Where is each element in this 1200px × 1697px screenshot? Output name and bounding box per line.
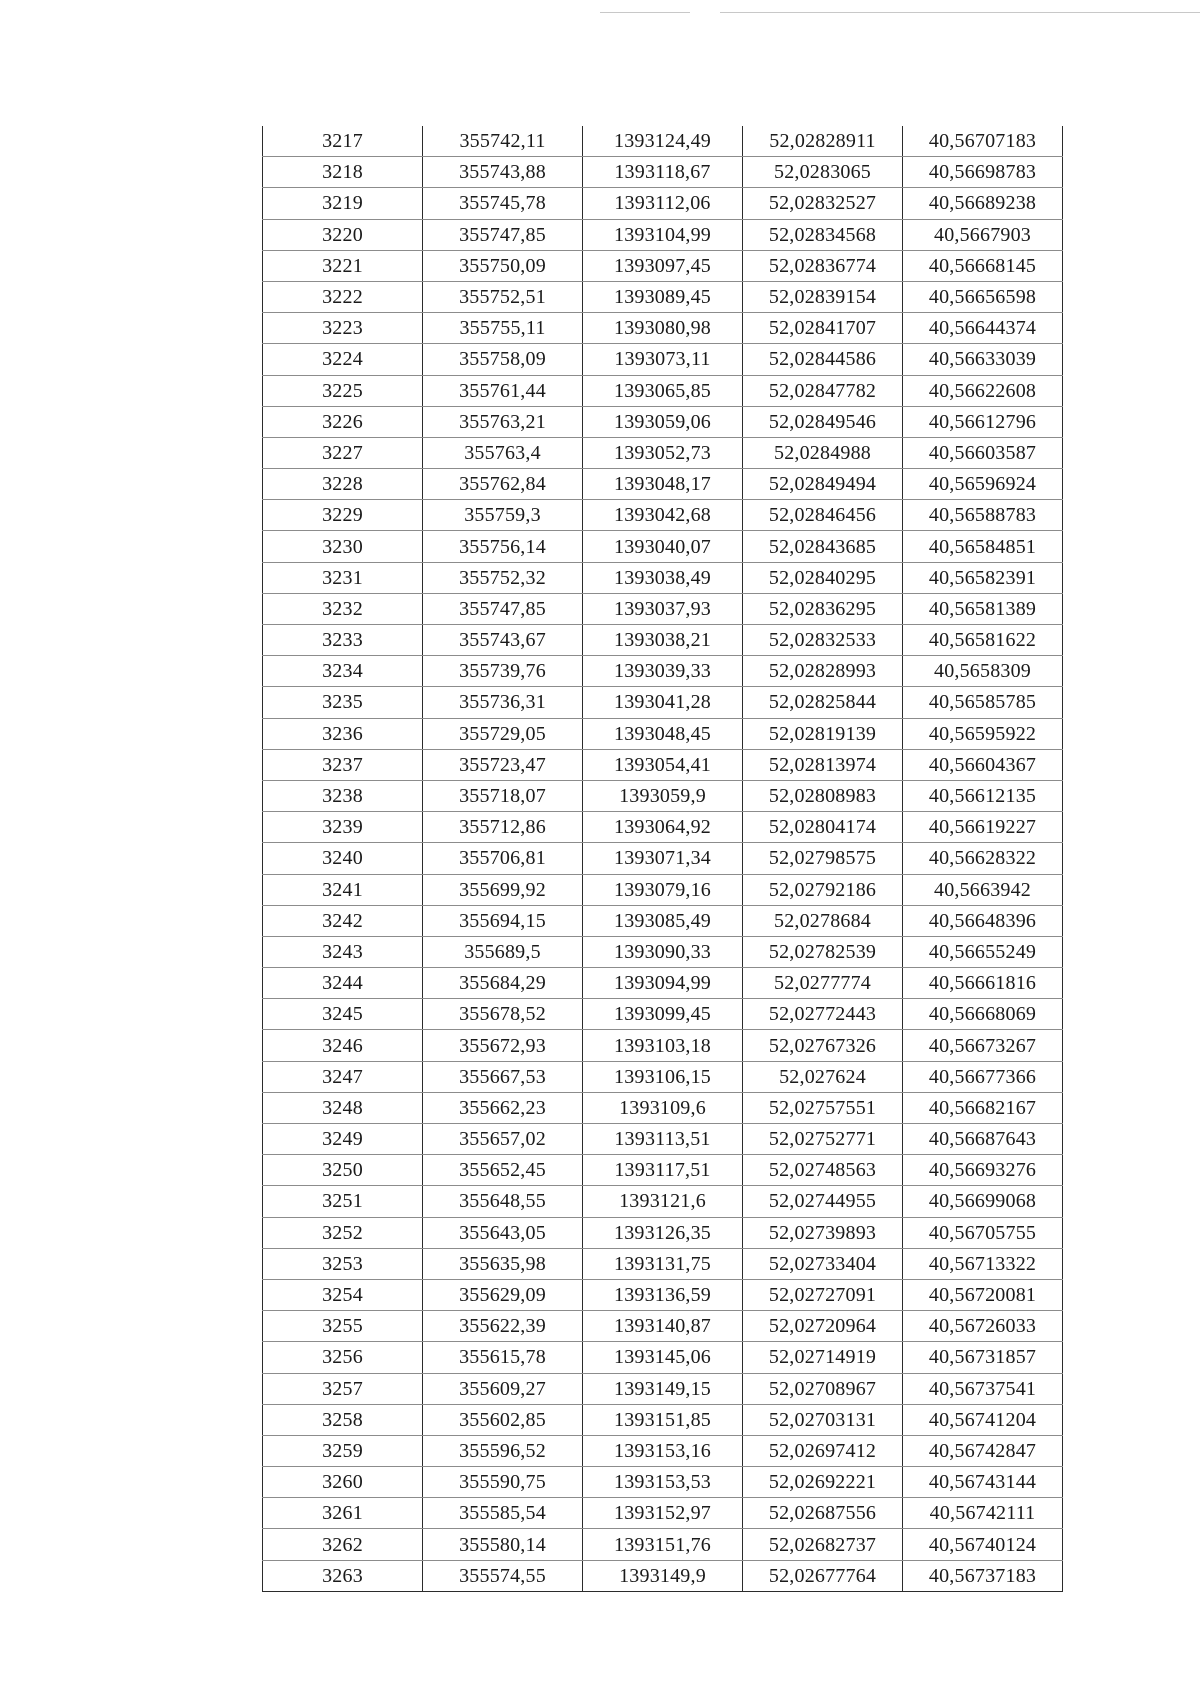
point-number-cell: 3241 bbox=[263, 874, 423, 905]
table-row bbox=[263, 1279, 1063, 1310]
point-number-cell: 3246 bbox=[263, 1030, 423, 1061]
point-number-cell: 3235 bbox=[263, 687, 423, 718]
y-coordinate-cell: 1393040,07 bbox=[583, 531, 743, 562]
point-number-cell: 3244 bbox=[263, 968, 423, 999]
table-row bbox=[263, 1155, 1063, 1186]
longitude-cell: 40,56677366 bbox=[903, 1061, 1063, 1092]
y-coordinate-cell: 1393073,11 bbox=[583, 344, 743, 375]
table-row bbox=[263, 562, 1063, 593]
point-number-cell: 3224 bbox=[263, 344, 423, 375]
point-number-cell: 3261 bbox=[263, 1498, 423, 1529]
y-coordinate-cell: 1393039,33 bbox=[583, 656, 743, 687]
table-row bbox=[263, 843, 1063, 874]
point-number-cell: 3237 bbox=[263, 749, 423, 780]
longitude-cell: 40,56603587 bbox=[903, 437, 1063, 468]
x-coordinate-cell: 355648,55 bbox=[423, 1186, 583, 1217]
table-row bbox=[263, 1061, 1063, 1092]
longitude-cell: 40,56661816 bbox=[903, 968, 1063, 999]
point-number-cell: 3252 bbox=[263, 1217, 423, 1248]
point-number-cell: 3221 bbox=[263, 250, 423, 281]
point-number-cell: 3243 bbox=[263, 936, 423, 967]
point-number-cell: 3247 bbox=[263, 1061, 423, 1092]
latitude-cell: 52,02798575 bbox=[743, 843, 903, 874]
latitude-cell: 52,02847782 bbox=[743, 375, 903, 406]
point-number-cell: 3229 bbox=[263, 500, 423, 531]
latitude-cell: 52,02739893 bbox=[743, 1217, 903, 1248]
table-row bbox=[263, 812, 1063, 843]
x-coordinate-cell: 355580,14 bbox=[423, 1529, 583, 1560]
point-number-cell: 3258 bbox=[263, 1404, 423, 1435]
latitude-cell: 52,02843685 bbox=[743, 531, 903, 562]
x-coordinate-cell: 355699,92 bbox=[423, 874, 583, 905]
point-number-cell: 3256 bbox=[263, 1342, 423, 1373]
point-number-cell: 3218 bbox=[263, 157, 423, 188]
longitude-cell: 40,56581389 bbox=[903, 593, 1063, 624]
table-row bbox=[263, 406, 1063, 437]
point-number-cell: 3248 bbox=[263, 1092, 423, 1123]
x-coordinate-cell: 355706,81 bbox=[423, 843, 583, 874]
longitude-cell: 40,56644374 bbox=[903, 313, 1063, 344]
y-coordinate-cell: 1393052,73 bbox=[583, 437, 743, 468]
latitude-cell: 52,02720964 bbox=[743, 1311, 903, 1342]
latitude-cell: 52,02687556 bbox=[743, 1498, 903, 1529]
y-coordinate-cell: 1393065,85 bbox=[583, 375, 743, 406]
latitude-cell: 52,02782539 bbox=[743, 936, 903, 967]
latitude-cell: 52,02808983 bbox=[743, 780, 903, 811]
x-coordinate-cell: 355729,05 bbox=[423, 718, 583, 749]
longitude-cell: 40,56585785 bbox=[903, 687, 1063, 718]
latitude-cell: 52,02697412 bbox=[743, 1435, 903, 1466]
point-number-cell: 3253 bbox=[263, 1248, 423, 1279]
table-row bbox=[263, 780, 1063, 811]
x-coordinate-cell: 355590,75 bbox=[423, 1467, 583, 1498]
y-coordinate-cell: 1393112,06 bbox=[583, 188, 743, 219]
x-coordinate-cell: 355752,51 bbox=[423, 281, 583, 312]
x-coordinate-cell: 355689,5 bbox=[423, 936, 583, 967]
table-row bbox=[263, 905, 1063, 936]
y-coordinate-cell: 1393126,35 bbox=[583, 1217, 743, 1248]
x-coordinate-cell: 355763,4 bbox=[423, 437, 583, 468]
latitude-cell: 52,02825844 bbox=[743, 687, 903, 718]
y-coordinate-cell: 1393152,97 bbox=[583, 1498, 743, 1529]
x-coordinate-cell: 355684,29 bbox=[423, 968, 583, 999]
x-coordinate-cell: 355742,11 bbox=[423, 126, 583, 157]
latitude-cell: 52,02828993 bbox=[743, 656, 903, 687]
latitude-cell: 52,0284988 bbox=[743, 437, 903, 468]
x-coordinate-cell: 355755,11 bbox=[423, 313, 583, 344]
x-coordinate-cell: 355622,39 bbox=[423, 1311, 583, 1342]
point-number-cell: 3227 bbox=[263, 437, 423, 468]
point-number-cell: 3233 bbox=[263, 625, 423, 656]
latitude-cell: 52,0277774 bbox=[743, 968, 903, 999]
longitude-cell: 40,56726033 bbox=[903, 1311, 1063, 1342]
latitude-cell: 52,02767326 bbox=[743, 1030, 903, 1061]
point-number-cell: 3254 bbox=[263, 1279, 423, 1310]
table-row bbox=[263, 126, 1063, 157]
latitude-cell: 52,02804174 bbox=[743, 812, 903, 843]
y-coordinate-cell: 1393124,49 bbox=[583, 126, 743, 157]
y-coordinate-cell: 1393059,9 bbox=[583, 780, 743, 811]
x-coordinate-cell: 355739,76 bbox=[423, 656, 583, 687]
y-coordinate-cell: 1393090,33 bbox=[583, 936, 743, 967]
longitude-cell: 40,56687643 bbox=[903, 1124, 1063, 1155]
table-row bbox=[263, 250, 1063, 281]
latitude-cell: 52,02757551 bbox=[743, 1092, 903, 1123]
point-number-cell: 3228 bbox=[263, 469, 423, 500]
point-number-cell: 3232 bbox=[263, 593, 423, 624]
latitude-cell: 52,02714919 bbox=[743, 1342, 903, 1373]
longitude-cell: 40,56584851 bbox=[903, 531, 1063, 562]
longitude-cell: 40,5658309 bbox=[903, 656, 1063, 687]
x-coordinate-cell: 355747,85 bbox=[423, 593, 583, 624]
x-coordinate-cell: 355761,44 bbox=[423, 375, 583, 406]
y-coordinate-cell: 1393054,41 bbox=[583, 749, 743, 780]
longitude-cell: 40,56731857 bbox=[903, 1342, 1063, 1373]
latitude-cell: 52,02677764 bbox=[743, 1560, 903, 1591]
y-coordinate-cell: 1393151,85 bbox=[583, 1404, 743, 1435]
x-coordinate-cell: 355643,05 bbox=[423, 1217, 583, 1248]
y-coordinate-cell: 1393094,99 bbox=[583, 968, 743, 999]
latitude-cell: 52,02792186 bbox=[743, 874, 903, 905]
table-row bbox=[263, 968, 1063, 999]
y-coordinate-cell: 1393149,9 bbox=[583, 1560, 743, 1591]
table-row bbox=[263, 500, 1063, 531]
table-row bbox=[263, 593, 1063, 624]
y-coordinate-cell: 1393064,92 bbox=[583, 812, 743, 843]
y-coordinate-cell: 1393131,75 bbox=[583, 1248, 743, 1279]
latitude-cell: 52,02819139 bbox=[743, 718, 903, 749]
latitude-cell: 52,02841707 bbox=[743, 313, 903, 344]
x-coordinate-cell: 355585,54 bbox=[423, 1498, 583, 1529]
table-row bbox=[263, 936, 1063, 967]
latitude-cell: 52,02752771 bbox=[743, 1124, 903, 1155]
longitude-cell: 40,56713322 bbox=[903, 1248, 1063, 1279]
point-number-cell: 3242 bbox=[263, 905, 423, 936]
longitude-cell: 40,56699068 bbox=[903, 1186, 1063, 1217]
longitude-cell: 40,56707183 bbox=[903, 126, 1063, 157]
point-number-cell: 3250 bbox=[263, 1155, 423, 1186]
y-coordinate-cell: 1393042,68 bbox=[583, 500, 743, 531]
point-number-cell: 3238 bbox=[263, 780, 423, 811]
longitude-cell: 40,56705755 bbox=[903, 1217, 1063, 1248]
longitude-cell: 40,56741204 bbox=[903, 1404, 1063, 1435]
x-coordinate-cell: 355609,27 bbox=[423, 1373, 583, 1404]
y-coordinate-cell: 1393113,51 bbox=[583, 1124, 743, 1155]
y-coordinate-cell: 1393153,16 bbox=[583, 1435, 743, 1466]
x-coordinate-cell: 355723,47 bbox=[423, 749, 583, 780]
longitude-cell: 40,56698783 bbox=[903, 157, 1063, 188]
longitude-cell: 40,56612796 bbox=[903, 406, 1063, 437]
latitude-cell: 52,02692221 bbox=[743, 1467, 903, 1498]
latitude-cell: 52,02708967 bbox=[743, 1373, 903, 1404]
x-coordinate-cell: 355657,02 bbox=[423, 1124, 583, 1155]
latitude-cell: 52,02839154 bbox=[743, 281, 903, 312]
point-number-cell: 3220 bbox=[263, 219, 423, 250]
longitude-cell: 40,56682167 bbox=[903, 1092, 1063, 1123]
x-coordinate-cell: 355743,67 bbox=[423, 625, 583, 656]
y-coordinate-cell: 1393079,16 bbox=[583, 874, 743, 905]
longitude-cell: 40,56622608 bbox=[903, 375, 1063, 406]
longitude-cell: 40,56595922 bbox=[903, 718, 1063, 749]
table-row bbox=[263, 999, 1063, 1030]
latitude-cell: 52,02682737 bbox=[743, 1529, 903, 1560]
point-number-cell: 3219 bbox=[263, 188, 423, 219]
latitude-cell: 52,02840295 bbox=[743, 562, 903, 593]
y-coordinate-cell: 1393099,45 bbox=[583, 999, 743, 1030]
point-number-cell: 3245 bbox=[263, 999, 423, 1030]
x-coordinate-cell: 355652,45 bbox=[423, 1155, 583, 1186]
coordinates-table-body bbox=[263, 126, 1063, 1591]
y-coordinate-cell: 1393059,06 bbox=[583, 406, 743, 437]
latitude-cell: 52,02849546 bbox=[743, 406, 903, 437]
y-coordinate-cell: 1393140,87 bbox=[583, 1311, 743, 1342]
table-row bbox=[263, 219, 1063, 250]
point-number-cell: 3257 bbox=[263, 1373, 423, 1404]
y-coordinate-cell: 1393118,67 bbox=[583, 157, 743, 188]
latitude-cell: 52,02846456 bbox=[743, 500, 903, 531]
y-coordinate-cell: 1393104,99 bbox=[583, 219, 743, 250]
y-coordinate-cell: 1393136,59 bbox=[583, 1279, 743, 1310]
table-row bbox=[263, 1030, 1063, 1061]
latitude-cell: 52,02744955 bbox=[743, 1186, 903, 1217]
coordinates-table bbox=[262, 126, 1063, 1592]
longitude-cell: 40,56742847 bbox=[903, 1435, 1063, 1466]
x-coordinate-cell: 355694,15 bbox=[423, 905, 583, 936]
latitude-cell: 52,02772443 bbox=[743, 999, 903, 1030]
longitude-cell: 40,56612135 bbox=[903, 780, 1063, 811]
table-row bbox=[263, 281, 1063, 312]
latitude-cell: 52,02828911 bbox=[743, 126, 903, 157]
y-coordinate-cell: 1393151,76 bbox=[583, 1529, 743, 1560]
x-coordinate-cell: 355745,78 bbox=[423, 188, 583, 219]
y-coordinate-cell: 1393048,45 bbox=[583, 718, 743, 749]
y-coordinate-cell: 1393071,34 bbox=[583, 843, 743, 874]
table-row bbox=[263, 1092, 1063, 1123]
x-coordinate-cell: 355667,53 bbox=[423, 1061, 583, 1092]
latitude-cell: 52,02832533 bbox=[743, 625, 903, 656]
longitude-cell: 40,56720081 bbox=[903, 1279, 1063, 1310]
y-coordinate-cell: 1393103,18 bbox=[583, 1030, 743, 1061]
table-row bbox=[263, 1311, 1063, 1342]
point-number-cell: 3225 bbox=[263, 375, 423, 406]
longitude-cell: 40,56655249 bbox=[903, 936, 1063, 967]
longitude-cell: 40,56668069 bbox=[903, 999, 1063, 1030]
y-coordinate-cell: 1393037,93 bbox=[583, 593, 743, 624]
latitude-cell: 52,02733404 bbox=[743, 1248, 903, 1279]
latitude-cell: 52,02813974 bbox=[743, 749, 903, 780]
point-number-cell: 3262 bbox=[263, 1529, 423, 1560]
table-row bbox=[263, 1498, 1063, 1529]
table-row bbox=[263, 469, 1063, 500]
point-number-cell: 3240 bbox=[263, 843, 423, 874]
table-row bbox=[263, 1467, 1063, 1498]
point-number-cell: 3249 bbox=[263, 1124, 423, 1155]
table-row bbox=[263, 1560, 1063, 1591]
table-row bbox=[263, 531, 1063, 562]
table-row bbox=[263, 1124, 1063, 1155]
point-number-cell: 3260 bbox=[263, 1467, 423, 1498]
x-coordinate-cell: 355678,52 bbox=[423, 999, 583, 1030]
y-coordinate-cell: 1393153,53 bbox=[583, 1467, 743, 1498]
point-number-cell: 3222 bbox=[263, 281, 423, 312]
point-number-cell: 3259 bbox=[263, 1435, 423, 1466]
x-coordinate-cell: 355662,23 bbox=[423, 1092, 583, 1123]
y-coordinate-cell: 1393106,15 bbox=[583, 1061, 743, 1092]
point-number-cell: 3226 bbox=[263, 406, 423, 437]
x-coordinate-cell: 355602,85 bbox=[423, 1404, 583, 1435]
y-coordinate-cell: 1393048,17 bbox=[583, 469, 743, 500]
point-number-cell: 3234 bbox=[263, 656, 423, 687]
latitude-cell: 52,02748563 bbox=[743, 1155, 903, 1186]
longitude-cell: 40,56737541 bbox=[903, 1373, 1063, 1404]
scan-artifact-line bbox=[720, 12, 1200, 13]
longitude-cell: 40,56633039 bbox=[903, 344, 1063, 375]
latitude-cell: 52,02849494 bbox=[743, 469, 903, 500]
table-row bbox=[263, 1529, 1063, 1560]
longitude-cell: 40,56742111 bbox=[903, 1498, 1063, 1529]
y-coordinate-cell: 1393038,49 bbox=[583, 562, 743, 593]
x-coordinate-cell: 355747,85 bbox=[423, 219, 583, 250]
table-row bbox=[263, 625, 1063, 656]
latitude-cell: 52,0278684 bbox=[743, 905, 903, 936]
table-row bbox=[263, 1373, 1063, 1404]
table-row bbox=[263, 1404, 1063, 1435]
point-number-cell: 3263 bbox=[263, 1560, 423, 1591]
x-coordinate-cell: 355759,3 bbox=[423, 500, 583, 531]
longitude-cell: 40,56743144 bbox=[903, 1467, 1063, 1498]
latitude-cell: 52,027624 bbox=[743, 1061, 903, 1092]
point-number-cell: 3223 bbox=[263, 313, 423, 344]
x-coordinate-cell: 355758,09 bbox=[423, 344, 583, 375]
longitude-cell: 40,56581622 bbox=[903, 625, 1063, 656]
table-row bbox=[263, 718, 1063, 749]
point-number-cell: 3231 bbox=[263, 562, 423, 593]
longitude-cell: 40,56604367 bbox=[903, 749, 1063, 780]
longitude-cell: 40,56582391 bbox=[903, 562, 1063, 593]
x-coordinate-cell: 355672,93 bbox=[423, 1030, 583, 1061]
table-row bbox=[263, 1435, 1063, 1466]
latitude-cell: 52,02832527 bbox=[743, 188, 903, 219]
x-coordinate-cell: 355752,32 bbox=[423, 562, 583, 593]
table-row bbox=[263, 313, 1063, 344]
x-coordinate-cell: 355629,09 bbox=[423, 1279, 583, 1310]
table-row bbox=[263, 188, 1063, 219]
point-number-cell: 3251 bbox=[263, 1186, 423, 1217]
y-coordinate-cell: 1393038,21 bbox=[583, 625, 743, 656]
latitude-cell: 52,02703131 bbox=[743, 1404, 903, 1435]
longitude-cell: 40,56737183 bbox=[903, 1560, 1063, 1591]
longitude-cell: 40,56673267 bbox=[903, 1030, 1063, 1061]
longitude-cell: 40,5667903 bbox=[903, 219, 1063, 250]
x-coordinate-cell: 355762,84 bbox=[423, 469, 583, 500]
longitude-cell: 40,56668145 bbox=[903, 250, 1063, 281]
x-coordinate-cell: 355574,55 bbox=[423, 1560, 583, 1591]
latitude-cell: 52,0283065 bbox=[743, 157, 903, 188]
x-coordinate-cell: 355712,86 bbox=[423, 812, 583, 843]
table-row bbox=[263, 1217, 1063, 1248]
y-coordinate-cell: 1393121,6 bbox=[583, 1186, 743, 1217]
table-row bbox=[263, 157, 1063, 188]
longitude-cell: 40,56588783 bbox=[903, 500, 1063, 531]
table-row bbox=[263, 344, 1063, 375]
latitude-cell: 52,02727091 bbox=[743, 1279, 903, 1310]
longitude-cell: 40,56596924 bbox=[903, 469, 1063, 500]
x-coordinate-cell: 355750,09 bbox=[423, 250, 583, 281]
y-coordinate-cell: 1393117,51 bbox=[583, 1155, 743, 1186]
point-number-cell: 3236 bbox=[263, 718, 423, 749]
point-number-cell: 3239 bbox=[263, 812, 423, 843]
y-coordinate-cell: 1393041,28 bbox=[583, 687, 743, 718]
longitude-cell: 40,56656598 bbox=[903, 281, 1063, 312]
y-coordinate-cell: 1393109,6 bbox=[583, 1092, 743, 1123]
table-row bbox=[263, 874, 1063, 905]
point-number-cell: 3217 bbox=[263, 126, 423, 157]
y-coordinate-cell: 1393085,49 bbox=[583, 905, 743, 936]
longitude-cell: 40,56619227 bbox=[903, 812, 1063, 843]
y-coordinate-cell: 1393089,45 bbox=[583, 281, 743, 312]
x-coordinate-cell: 355615,78 bbox=[423, 1342, 583, 1373]
point-number-cell: 3230 bbox=[263, 531, 423, 562]
point-number-cell: 3255 bbox=[263, 1311, 423, 1342]
x-coordinate-cell: 355743,88 bbox=[423, 157, 583, 188]
table-row bbox=[263, 375, 1063, 406]
x-coordinate-cell: 355756,14 bbox=[423, 531, 583, 562]
longitude-cell: 40,5663942 bbox=[903, 874, 1063, 905]
y-coordinate-cell: 1393080,98 bbox=[583, 313, 743, 344]
y-coordinate-cell: 1393149,15 bbox=[583, 1373, 743, 1404]
longitude-cell: 40,56628322 bbox=[903, 843, 1063, 874]
x-coordinate-cell: 355736,31 bbox=[423, 687, 583, 718]
longitude-cell: 40,56689238 bbox=[903, 188, 1063, 219]
x-coordinate-cell: 355763,21 bbox=[423, 406, 583, 437]
y-coordinate-cell: 1393145,06 bbox=[583, 1342, 743, 1373]
latitude-cell: 52,02836774 bbox=[743, 250, 903, 281]
table-row bbox=[263, 656, 1063, 687]
longitude-cell: 40,56648396 bbox=[903, 905, 1063, 936]
y-coordinate-cell: 1393097,45 bbox=[583, 250, 743, 281]
longitude-cell: 40,56740124 bbox=[903, 1529, 1063, 1560]
table-row bbox=[263, 437, 1063, 468]
x-coordinate-cell: 355635,98 bbox=[423, 1248, 583, 1279]
table-row bbox=[263, 1248, 1063, 1279]
table-row bbox=[263, 1186, 1063, 1217]
table-row bbox=[263, 687, 1063, 718]
longitude-cell: 40,56693276 bbox=[903, 1155, 1063, 1186]
x-coordinate-cell: 355596,52 bbox=[423, 1435, 583, 1466]
table-row bbox=[263, 749, 1063, 780]
latitude-cell: 52,02836295 bbox=[743, 593, 903, 624]
table-row bbox=[263, 1342, 1063, 1373]
latitude-cell: 52,02844586 bbox=[743, 344, 903, 375]
scan-artifact-line bbox=[600, 12, 690, 13]
x-coordinate-cell: 355718,07 bbox=[423, 780, 583, 811]
latitude-cell: 52,02834568 bbox=[743, 219, 903, 250]
